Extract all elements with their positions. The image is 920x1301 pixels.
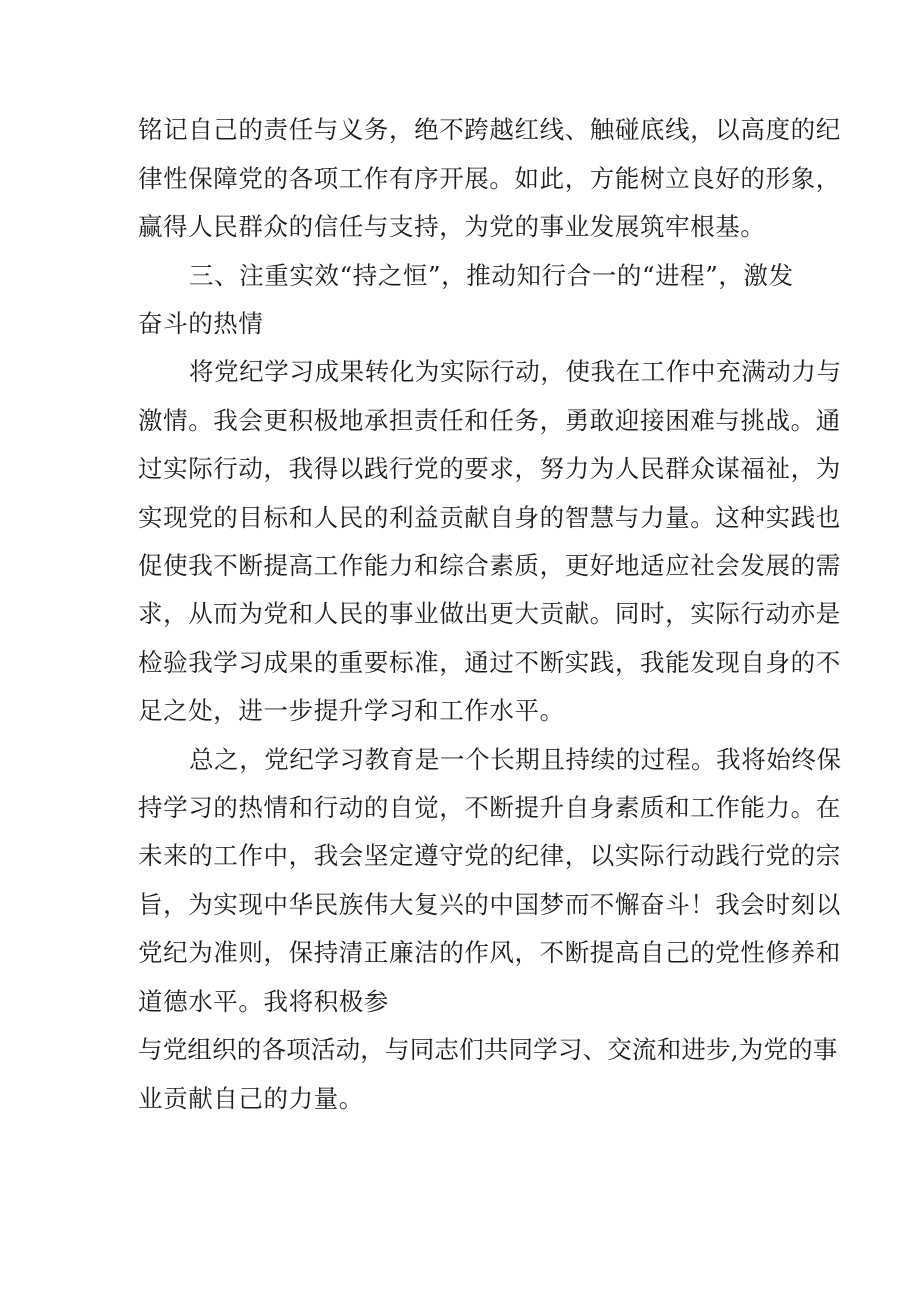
conclusion-paragraph-line: 业贡献自己的力量。 <box>138 1084 364 1113</box>
conclusion-paragraph-line: 旨，为实现中华民族伟大复兴的中国梦而不懈奋斗！我会时刻以 <box>138 890 841 919</box>
paragraph-line: 求，从而为党和人民的事业做出更大贡献。同时，实际行动亦是 <box>138 599 841 628</box>
conclusion-paragraph-line: 持学习的热情和行动的自觉，不断提升自身素质和工作能力。在 <box>138 793 841 822</box>
paragraph-line: 检验我学习成果的重要标准，通过不断实践，我能发现自身的不 <box>138 648 841 677</box>
paragraph-continuation-line: 律性保障党的各项工作有序开展。如此，方能树立良好的形象， <box>138 164 841 193</box>
paragraph-line: 足之处，进一步提升学习和工作水平。 <box>138 696 565 725</box>
conclusion-paragraph-line: 党纪为准则，保持清正廉洁的作风，不断提高自己的党性修养和 <box>138 938 841 967</box>
conclusion-paragraph-line: 道德水平。我将积极参 <box>138 987 389 1016</box>
conclusion-paragraph-line: 总之，党纪学习教育是一个长期且持续的过程。我将始终保 <box>189 745 842 774</box>
conclusion-paragraph-line: 与党组织的各项活动，与同志们共同学习、交流和进步,为党的事 <box>138 1035 838 1064</box>
conclusion-paragraph-line: 未来的工作中，我会坚定遵守党的纪律，以实际行动践行党的宗 <box>138 841 841 870</box>
paragraph-line: 实现党的目标和人民的利益贡献自身的智慧与力量。这种实践也 <box>138 503 841 532</box>
paragraph-line: 促使我不断提高工作能力和综合素质，更好地适应社会发展的需 <box>138 551 841 580</box>
paragraph-continuation-line: 赢得人民群众的信任与支持，为党的事业发展筑牢根基。 <box>138 212 766 241</box>
section-heading-line: 奋斗的热情 <box>138 309 264 338</box>
paragraph-line: 将党纪学习成果转化为实际行动，使我在工作中充满动力与 <box>189 357 842 386</box>
paragraph-line: 过实际行动，我得以践行党的要求，努力为人民群众谋福祉，为 <box>138 454 841 483</box>
paragraph-continuation-line: 铭记自己的责任与义务，绝不跨越红线、触碰底线，以高度的纪 <box>138 115 841 144</box>
section-heading-line: 三、注重实效“持之恒”，推动知行合一的“进程”，激发 <box>189 261 794 290</box>
paragraph-line: 激情。我会更积极地承担责任和任务，勇敢迎接困难与挑战。通 <box>138 406 841 435</box>
